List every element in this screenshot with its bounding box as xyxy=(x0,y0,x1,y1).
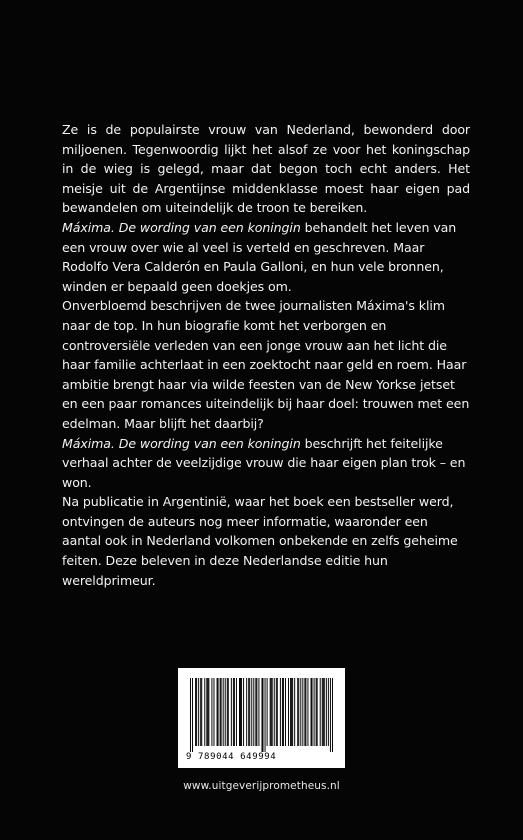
barcode-bar xyxy=(288,678,289,746)
barcode-bar xyxy=(256,678,257,746)
barcode-bar xyxy=(240,678,241,746)
barcode-bar xyxy=(285,678,286,746)
barcode-bar xyxy=(243,678,244,746)
barcode-bar xyxy=(271,678,272,746)
isbn-digits: 9 789044 649994 xyxy=(186,752,277,762)
barcode-bar xyxy=(290,678,291,746)
blurb-paragraph-intro: Ze is de populairste vrouw van Nederland, bewonderd door miljoenen. Tegenwoordig lijkt het alsof ze voor het koningschap in de wieg is gelegd, maar dat begon toch echt anders. Het meisje uit de Argentijnse middenklasse moest haar eigen pad bewandelen om uiteindelijk de troon te bereiken. xyxy=(62,122,470,216)
barcode-bar xyxy=(305,678,306,746)
back-cover-blurb xyxy=(62,120,470,590)
barcode-bar xyxy=(283,678,284,746)
blurb-paragraph-5: Na publicatie in Argentinië, waar het boek een bestseller werd, ontvingen de auteurs nog meer informatie, waaronder een aantal ook in Nederland volkomen onbekende en zelfs geheime feiten. Deze beleven in deze Nederlandse editie hun wereldprimeur. xyxy=(62,494,458,588)
blurb-paragraph-4-text: beschrijft het feitelijke verhaal achter de veelzijdige vrouw die haar eigen plan trok – en won. xyxy=(62,435,466,490)
barcode-bar xyxy=(267,678,268,746)
barcode-bar xyxy=(251,678,252,746)
barcode-bar xyxy=(311,678,312,746)
barcode-bar xyxy=(263,678,264,752)
barcode-bar xyxy=(223,678,224,746)
barcode-bar xyxy=(320,678,321,746)
barcode-bar xyxy=(249,678,250,746)
barcode-bar xyxy=(236,678,237,746)
barcode-bar xyxy=(231,678,232,746)
barcode-bar xyxy=(220,678,221,746)
book-title-italic: Máxima. De wording van een koningin xyxy=(62,219,301,235)
barcode-bar xyxy=(233,678,234,746)
blurb-paragraph-4 xyxy=(62,434,470,493)
barcode-bar xyxy=(302,678,303,746)
barcode-bar xyxy=(328,678,329,746)
barcode-bar xyxy=(248,678,249,746)
barcode-bar xyxy=(218,678,219,746)
barcode-bar xyxy=(221,678,222,746)
barcode-bar xyxy=(190,678,191,752)
barcode-bar xyxy=(195,678,196,746)
barcode-bar xyxy=(258,678,259,746)
barcode-bar xyxy=(217,678,218,746)
barcode-bar xyxy=(330,678,331,752)
barcode-bar xyxy=(255,678,256,746)
barcode-bar xyxy=(307,678,308,746)
barcode-bar xyxy=(211,678,212,746)
barcode-bar xyxy=(277,678,278,746)
blurb-paragraph-2-text: behandelt het leven van een vrouw over wie al veel is verteld en geschreven. Maar Rodolfo Vera Calderón en Paula Galloni, en hun vele bronnen, winden er bepaald geen doekjes om. xyxy=(62,219,457,294)
barcode-bar xyxy=(201,678,202,746)
barcode-bar xyxy=(332,678,333,752)
blurb-paragraph-2 xyxy=(62,218,470,296)
barcode-bar xyxy=(204,678,205,746)
barcode-bar xyxy=(314,678,315,746)
barcode-bar xyxy=(241,678,242,746)
barcode-bar xyxy=(198,678,199,746)
blurb-paragraph-3: Onverbloemd beschrijven de twee journalisten Máxima's klim naar de top. In hun biografie komt het verborgen en controversiële verleden van een jonge vrouw aan het licht die haar familie achterlaat in een zoektocht naar geld en roem. Haar ambitie brengt haar via wilde feesten van de New Yorkse jetset en een paar romances uiteindelijk bij haar doel: trouwen met een edelman. Maar blijft het daarbij? xyxy=(62,298,470,431)
barcode-bar xyxy=(276,678,277,746)
barcode-bar xyxy=(227,678,228,746)
barcode-bar xyxy=(239,678,240,746)
barcode-bar xyxy=(316,678,317,746)
barcode-bar xyxy=(270,678,271,746)
barcode-bar xyxy=(326,678,327,746)
barcode-bar xyxy=(298,678,299,746)
barcode-bar xyxy=(200,678,201,746)
barcode-bar xyxy=(196,678,197,746)
barcode-bar xyxy=(253,678,254,746)
barcode-bar xyxy=(228,678,229,746)
barcode-bar xyxy=(292,678,293,746)
barcode-bar xyxy=(291,678,292,746)
book-title-italic-2: Máxima. De wording van een koningin xyxy=(62,435,301,451)
barcode-bar xyxy=(324,678,325,746)
isbn-barcode xyxy=(178,668,345,768)
barcode-bar xyxy=(294,678,295,746)
barcode-bar xyxy=(272,678,273,746)
barcode-bar xyxy=(206,678,207,746)
barcode-bar xyxy=(312,678,313,746)
publisher-website: www.uitgeverijprometheus.nl xyxy=(183,780,340,792)
barcode-bar xyxy=(265,678,266,752)
barcode-bar xyxy=(274,678,275,746)
barcode-bar xyxy=(208,678,209,746)
barcode-bar xyxy=(297,678,298,746)
barcode-bar xyxy=(300,678,301,746)
barcode-bar xyxy=(213,678,214,746)
barcode-bar xyxy=(262,678,263,752)
barcode-bar xyxy=(234,678,235,746)
barcode-bar xyxy=(317,678,318,746)
barcode-bar xyxy=(322,678,323,746)
barcode-bar xyxy=(207,678,208,746)
barcode-bar xyxy=(280,678,281,746)
barcode-bar xyxy=(192,678,193,752)
barcode-bars xyxy=(190,678,333,752)
barcode-bar xyxy=(304,678,305,746)
barcode-bar xyxy=(282,678,283,746)
barcode-bar xyxy=(323,678,324,746)
barcode-bar xyxy=(246,678,247,746)
barcode-bar xyxy=(225,678,226,746)
